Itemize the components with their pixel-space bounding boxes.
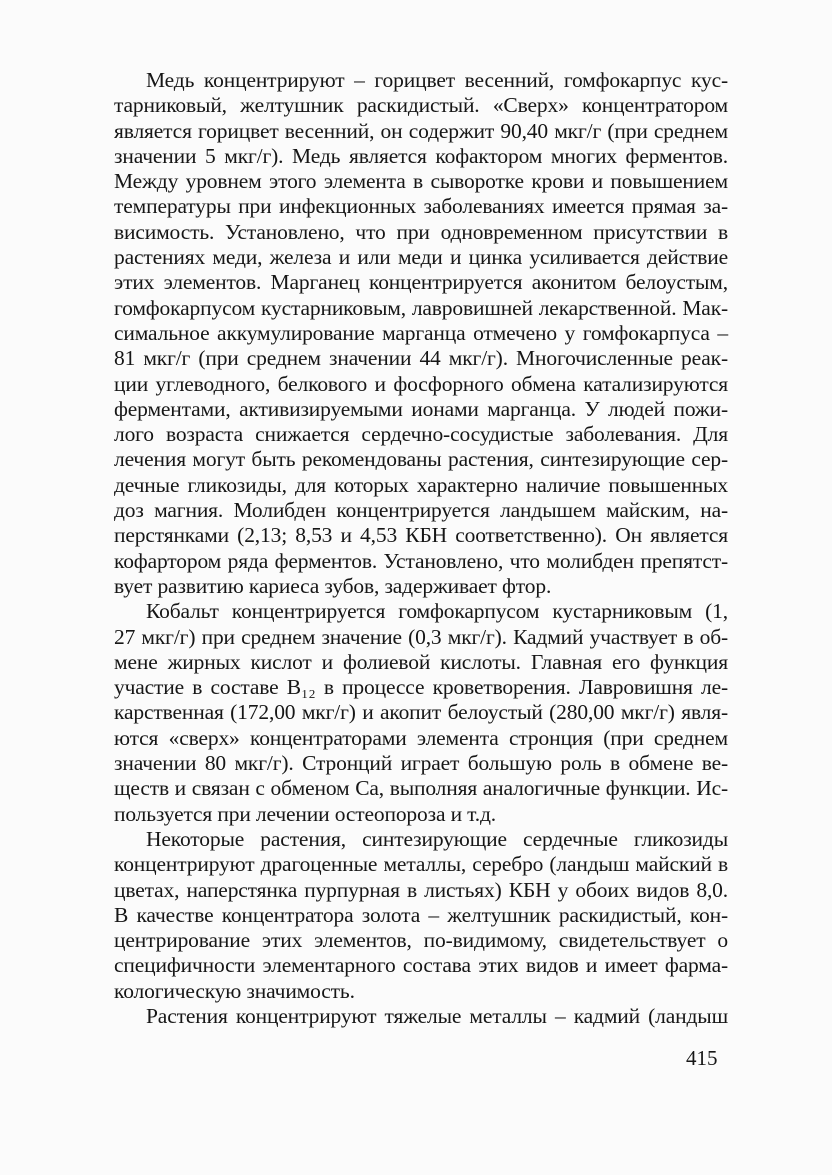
body-text: [114, 68, 728, 1029]
text-line: тарниковый, желтушник раскидистый. «Сверх» концентратором: [114, 93, 728, 118]
text-line: вует развитию кариеса зубов, задерживает фтор.: [114, 573, 552, 598]
text-line: В качестве концентратора золота – желтушник раскидистый, кон-: [114, 902, 728, 927]
text-line: перстянками (2,13; 8,53 и 4,53 КБН соответственно). Он является: [114, 523, 728, 548]
text-line: значении 80 мкг/г). Стронций играет большую роль в обмене ве-: [114, 751, 728, 776]
text-line: Некоторые растения, синтезирующие сердечные гликозиды: [146, 826, 728, 851]
text-line: центрирование этих элементов, по-видимому, свидетельствует о: [114, 928, 728, 953]
text-line: мене жирных кислот и фолиевой кислоты. Главная его функция: [114, 649, 728, 674]
text-line: кофартором ряда ферментов. Установлено, что молибден препятст-: [114, 548, 728, 573]
paragraph-precious-metals: [114, 827, 728, 1004]
text-line: лечения могут быть рекомендованы растения, синтезирующие сер-: [114, 447, 728, 472]
text-line: специфичности элементарного состава этих видов и имеет фарма-: [114, 953, 728, 978]
text-line: кологическую значимость.: [114, 978, 355, 1003]
text-line: 27 мкг/г) при среднем значение (0,3 мкг/г). Кадмий участвует в об-: [114, 624, 728, 649]
text-line: является горицвет весенний, он содержит 90,40 мкг/г (при среднем: [114, 118, 728, 143]
page-number: 415: [686, 1046, 718, 1070]
text-line: лого возраста снижается сердечно-сосудистые заболевания. Для: [114, 422, 728, 447]
text-line: гомфокарпусом кустарниковым, лавровишней лекарственной. Мак-: [114, 295, 728, 320]
text-line: ществ и связан с обменом Ca, выполняя аналогичные функции. Ис-: [114, 776, 728, 801]
text-line: значении 5 мкг/г). Медь является кофактором многих ферментов.: [114, 143, 728, 168]
text-line: Кобальт концентрируется гомфокарпусом кустарниковым (1,: [146, 599, 728, 624]
text-line: цветах, наперстянка пурпурная в листьях) КБН у обоих видов 8,0.: [114, 877, 728, 902]
text-line: ции углеводного, белкового и фосфорного обмена катализируются: [114, 371, 728, 396]
text-line: Растения концентрируют тяжелые металлы – кадмий (ландыш: [146, 1003, 728, 1028]
text-line: температуры при инфекционных заболеваниях имеется прямая за-: [114, 194, 728, 219]
text-line: пользуется при лечении остеопороза и т.д.: [114, 801, 497, 826]
text-line: растениях меди, железа и или меди и цинка усиливается действие: [114, 245, 728, 270]
text-line: карственная (172,00 мкг/г) и акопит белоустый (280,00 мкг/г) явля-: [114, 700, 728, 725]
text-line: Медь концентрируют – горицвет весенний, гомфокарпус кус-: [146, 68, 728, 92]
text-line: этих элементов. Марганец концентрируется аконитом белоустым,: [114, 270, 728, 295]
text-line: участие в составе B₁₂ в процессе кроветворения. Лавровишня ле-: [114, 675, 728, 700]
text-line: Между уровнем этого элемента в сыворотке крови и повышением: [114, 169, 728, 194]
text-line: концентрируют драгоценные металлы, серебро (ландыш майский в: [114, 852, 728, 877]
text-line: доз магния. Молибден концентрируется ландышем майским, на-: [114, 498, 728, 523]
text-line: ются «сверх» концентраторами элемента стронция (при среднем: [114, 725, 728, 750]
paragraph-heavy-metals: [114, 1004, 728, 1029]
text-line: ферментами, активизируемыми ионами марганца. У людей пожи-: [114, 396, 728, 421]
text-line: висимость. Установлено, что при одновременном присутствии в: [114, 219, 728, 244]
text-line: 81 мкг/г (при среднем значении 44 мкг/г). Многочисленные реак-: [114, 346, 728, 371]
text-line: симальное аккумулирование марганца отмечено у гомфокарпуса –: [114, 320, 728, 345]
paragraph-cobalt-strontium: [114, 599, 728, 827]
text-line: дечные гликозиды, для которых характерно наличие повышенных: [114, 472, 728, 497]
paragraph-copper-manganese: [114, 68, 728, 599]
